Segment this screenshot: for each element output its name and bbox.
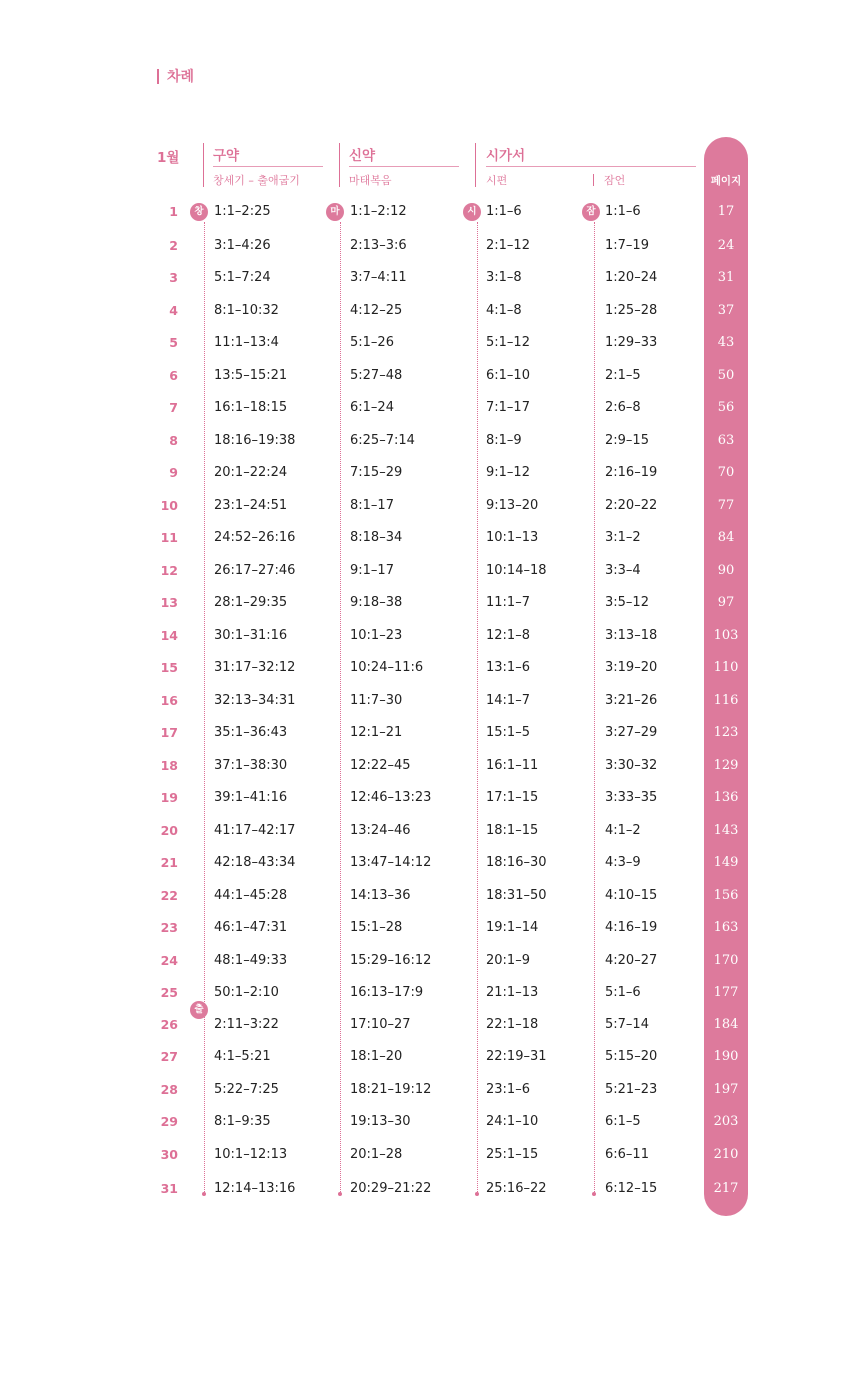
old-testament-reading: 5:1–7:24 — [214, 270, 271, 285]
proverbs-badge: 잠 — [582, 203, 600, 221]
table-row — [0, 295, 850, 327]
psalms-reading: 18:16–30 — [486, 855, 547, 870]
new-testament-reading: 15:1–28 — [350, 920, 403, 935]
proverbs-reading: 2:20–22 — [605, 498, 658, 513]
page-number: 37 — [717, 303, 735, 318]
page-number: 129 — [713, 758, 739, 773]
old-testament-reading: 10:1–12:13 — [214, 1147, 288, 1162]
day-number: 15 — [160, 660, 178, 675]
psalms-reading: 13:1–6 — [486, 660, 530, 675]
old-testament-reading: 32:13–34:31 — [214, 693, 296, 708]
wisdom-header-divider — [475, 143, 476, 187]
old-testament-reading: 24:52–26:16 — [214, 530, 296, 545]
old-testament-reading: 8:1–9:35 — [214, 1114, 271, 1129]
month-label: 1월 — [157, 150, 180, 166]
new-testament-reading: 19:13–30 — [350, 1114, 411, 1129]
old-testament-reading: 13:5–15:21 — [214, 368, 288, 383]
new-testament-reading: 5:1–26 — [350, 335, 394, 350]
page-number: 103 — [713, 628, 739, 643]
new-testament-reading: 6:25–7:14 — [350, 433, 415, 448]
new-testament-reading: 10:24–11:6 — [350, 660, 424, 675]
day-number: 29 — [160, 1114, 178, 1129]
day-number: 27 — [160, 1049, 178, 1064]
table-row — [0, 912, 850, 944]
table-row — [0, 1139, 850, 1171]
proverbs-reading: 5:15–20 — [605, 1049, 658, 1064]
wisdom-header-label: 시가서 — [486, 148, 526, 164]
proverbs-reading: 4:10–15 — [605, 888, 658, 903]
page-heading — [157, 66, 194, 86]
wisdom-header-underline — [486, 166, 696, 167]
proverbs-reading: 3:21–26 — [605, 693, 658, 708]
old-testament-reading: 8:1–10:32 — [214, 303, 279, 318]
day-number: 21 — [160, 855, 178, 870]
table-row — [0, 1074, 850, 1106]
old-testament-reading: 42:18–43:34 — [214, 855, 296, 870]
day-number: 4 — [169, 303, 178, 318]
psalms-reading: 22:19–31 — [486, 1049, 547, 1064]
psalms-reading: 7:1–17 — [486, 400, 530, 415]
psalms-reading: 14:1–7 — [486, 693, 530, 708]
proverbs-reading: 4:16–19 — [605, 920, 658, 935]
page-title: 차례 — [167, 69, 195, 85]
table-row — [0, 327, 850, 359]
proverbs-reading: 1:25–28 — [605, 303, 658, 318]
table-row — [0, 717, 850, 749]
proverbs-reading: 5:7–14 — [605, 1017, 649, 1032]
matthew-badge: 마 — [326, 203, 344, 221]
day-number: 8 — [169, 433, 178, 448]
psalms-reading: 11:1–7 — [486, 595, 530, 610]
old-testament-reading: 37:1–38:30 — [214, 758, 288, 773]
old-testament-reading: 39:1–41:16 — [214, 790, 288, 805]
old-testament-reading: 4:1–5:21 — [214, 1049, 271, 1064]
new-testament-reading: 18:21–19:12 — [350, 1082, 432, 1097]
psalms-reading: 10:14–18 — [486, 563, 547, 578]
table-row — [0, 1173, 850, 1205]
table-row — [0, 392, 850, 424]
table-row — [0, 1106, 850, 1138]
page-number: 184 — [713, 1017, 739, 1032]
proverbs-reading: 3:33–35 — [605, 790, 658, 805]
ot-header-label: 구약 — [213, 148, 240, 164]
old-testament-reading: 26:17–27:46 — [214, 563, 296, 578]
page-number: 90 — [717, 563, 735, 578]
day-number: 17 — [160, 725, 178, 740]
new-testament-reading: 11:7–30 — [350, 693, 403, 708]
page-number: 97 — [717, 595, 735, 610]
old-testament-reading: 41:17–42:17 — [214, 823, 296, 838]
title-accent-bar — [157, 69, 159, 84]
page-number: 149 — [713, 855, 739, 870]
psalms-reading: 9:13–20 — [486, 498, 539, 513]
day-number: 1 — [169, 204, 178, 219]
page-number: 156 — [713, 888, 739, 903]
new-testament-reading: 20:1–28 — [350, 1147, 403, 1162]
new-testament-reading: 8:1–17 — [350, 498, 394, 513]
proverbs-header-sub: 잠언 — [604, 174, 626, 187]
psalms-reading: 16:1–11 — [486, 758, 539, 773]
page-number: 50 — [717, 368, 735, 383]
new-testament-reading: 2:13–3:6 — [350, 238, 407, 253]
proverbs-reading: 3:13–18 — [605, 628, 658, 643]
proverbs-reading: 1:7–19 — [605, 238, 649, 253]
page-number: 197 — [713, 1082, 739, 1097]
day-number: 24 — [160, 953, 178, 968]
day-number: 28 — [160, 1082, 178, 1097]
new-testament-reading: 16:13–17:9 — [350, 985, 424, 1000]
proverbs-reading: 1:20–24 — [605, 270, 658, 285]
day-number: 3 — [169, 270, 178, 285]
page-number: 63 — [717, 433, 735, 448]
old-testament-reading: 18:16–19:38 — [214, 433, 296, 448]
day-number: 7 — [169, 400, 178, 415]
old-testament-reading: 12:14–13:16 — [214, 1181, 296, 1196]
day-number: 22 — [160, 888, 178, 903]
table-row — [0, 360, 850, 392]
table-row — [0, 587, 850, 619]
page-number: 17 — [717, 204, 735, 219]
psalms-reading: 25:1–15 — [486, 1147, 539, 1162]
old-testament-reading: 1:1–2:25 — [214, 204, 271, 219]
new-testament-reading: 8:18–34 — [350, 530, 403, 545]
table-row — [0, 652, 850, 684]
day-number: 16 — [160, 693, 178, 708]
day-number: 13 — [160, 595, 178, 610]
psalms-reading: 8:1–9 — [486, 433, 522, 448]
old-testament-reading: 31:17–32:12 — [214, 660, 296, 675]
nt-header-underline — [349, 166, 459, 167]
psalms-reading: 17:1–15 — [486, 790, 539, 805]
old-testament-reading: 50:1–2:10 — [214, 985, 279, 1000]
psalms-reading: 12:1–8 — [486, 628, 530, 643]
page-number: 143 — [713, 823, 739, 838]
new-testament-reading: 13:24–46 — [350, 823, 411, 838]
day-number: 23 — [160, 920, 178, 935]
psalms-reading: 5:1–12 — [486, 335, 530, 350]
day-number: 20 — [160, 823, 178, 838]
table-row — [0, 555, 850, 587]
proverbs-header-divider — [593, 174, 594, 186]
table-row — [0, 1009, 850, 1041]
day-number: 10 — [160, 498, 178, 513]
psalms-reading: 19:1–14 — [486, 920, 539, 935]
proverbs-reading: 2:6–8 — [605, 400, 641, 415]
new-testament-reading: 14:13–36 — [350, 888, 411, 903]
psalms-reading: 4:1–8 — [486, 303, 522, 318]
page-number: 123 — [713, 725, 739, 740]
day-number: 18 — [160, 758, 178, 773]
psalms-reading: 21:1–13 — [486, 985, 539, 1000]
proverbs-reading: 3:3–4 — [605, 563, 641, 578]
proverbs-reading: 1:29–33 — [605, 335, 658, 350]
psalms-reading: 10:1–13 — [486, 530, 539, 545]
new-testament-reading: 9:18–38 — [350, 595, 403, 610]
table-row — [0, 945, 850, 977]
table-row — [0, 425, 850, 457]
old-testament-reading: 46:1–47:31 — [214, 920, 288, 935]
old-testament-reading: 2:11–3:22 — [214, 1017, 279, 1032]
page-number: 24 — [717, 238, 735, 253]
page-number: 136 — [713, 790, 739, 805]
proverbs-reading: 3:1–2 — [605, 530, 641, 545]
page-number: 203 — [713, 1114, 739, 1129]
table-row — [0, 490, 850, 522]
old-testament-reading: 28:1–29:35 — [214, 595, 288, 610]
table-row — [0, 880, 850, 912]
new-testament-reading: 20:29–21:22 — [350, 1181, 432, 1196]
genesis-badge: 창 — [190, 203, 208, 221]
page-number: 210 — [713, 1147, 739, 1162]
psalms-reading: 22:1–18 — [486, 1017, 539, 1032]
nt-header-divider — [339, 143, 340, 187]
page-number: 43 — [717, 335, 735, 350]
psalms-reading: 3:1–8 — [486, 270, 522, 285]
psalms-reading: 20:1–9 — [486, 953, 530, 968]
psalms-reading: 2:1–12 — [486, 238, 530, 253]
page-number: 170 — [713, 953, 739, 968]
proverbs-reading: 4:20–27 — [605, 953, 658, 968]
page-number: 77 — [717, 498, 735, 513]
old-testament-reading: 20:1–22:24 — [214, 465, 288, 480]
psalms-reading: 18:31–50 — [486, 888, 547, 903]
table-row — [0, 196, 850, 228]
page-number: 177 — [713, 985, 739, 1000]
ot-header-divider — [203, 143, 204, 187]
day-number: 31 — [160, 1181, 178, 1196]
table-row — [0, 457, 850, 489]
page-number: 56 — [717, 400, 735, 415]
proverbs-reading: 5:21–23 — [605, 1082, 658, 1097]
proverbs-reading: 2:9–15 — [605, 433, 649, 448]
page-number: 84 — [717, 530, 735, 545]
new-testament-reading: 18:1–20 — [350, 1049, 403, 1064]
day-number: 19 — [160, 790, 178, 805]
old-testament-reading: 44:1–45:28 — [214, 888, 288, 903]
proverbs-reading: 4:3–9 — [605, 855, 641, 870]
old-testament-reading: 48:1–49:33 — [214, 953, 288, 968]
psalms-header-sub: 시편 — [486, 174, 508, 187]
day-number: 11 — [160, 530, 178, 545]
day-number: 14 — [160, 628, 178, 643]
psalms-reading: 25:16–22 — [486, 1181, 547, 1196]
psalms-reading: 24:1–10 — [486, 1114, 539, 1129]
new-testament-reading: 7:15–29 — [350, 465, 403, 480]
proverbs-reading: 3:19–20 — [605, 660, 658, 675]
page-number: 116 — [713, 693, 739, 708]
new-testament-reading: 12:1–21 — [350, 725, 403, 740]
new-testament-reading: 4:12–25 — [350, 303, 403, 318]
proverbs-reading: 3:5–12 — [605, 595, 649, 610]
nt-header-label: 신약 — [349, 148, 376, 164]
table-row — [0, 620, 850, 652]
table-row — [0, 815, 850, 847]
psalms-reading: 15:1–5 — [486, 725, 530, 740]
table-row — [0, 782, 850, 814]
table-row — [0, 1041, 850, 1073]
table-row — [0, 685, 850, 717]
day-number: 5 — [169, 335, 178, 350]
exodus-badge: 출 — [190, 1001, 208, 1019]
old-testament-reading: 3:1–4:26 — [214, 238, 271, 253]
ot-header-sub: 창세기 – 출애굽기 — [213, 174, 300, 187]
old-testament-reading: 30:1–31:16 — [214, 628, 288, 643]
proverbs-reading: 4:1–2 — [605, 823, 641, 838]
table-row — [0, 977, 850, 1009]
day-number: 30 — [160, 1147, 178, 1162]
table-row — [0, 750, 850, 782]
nt-header-sub: 마태복음 — [349, 174, 392, 187]
proverbs-reading: 3:30–32 — [605, 758, 658, 773]
proverbs-reading: 6:1–5 — [605, 1114, 641, 1129]
ot-header-underline — [213, 166, 323, 167]
psalms-badge: 시 — [463, 203, 481, 221]
proverbs-reading: 6:12–15 — [605, 1181, 658, 1196]
day-number: 9 — [169, 465, 178, 480]
psalms-reading: 1:1–6 — [486, 204, 522, 219]
new-testament-reading: 3:7–4:11 — [350, 270, 407, 285]
proverbs-reading: 3:27–29 — [605, 725, 658, 740]
old-testament-reading: 16:1–18:15 — [214, 400, 288, 415]
proverbs-reading: 2:16–19 — [605, 465, 658, 480]
new-testament-reading: 9:1–17 — [350, 563, 394, 578]
day-number: 6 — [169, 368, 178, 383]
new-testament-reading: 12:22–45 — [350, 758, 411, 773]
day-number: 26 — [160, 1017, 178, 1032]
old-testament-reading: 23:1–24:51 — [214, 498, 288, 513]
psalms-reading: 23:1–6 — [486, 1082, 530, 1097]
table-row — [0, 262, 850, 294]
page-number: 190 — [713, 1049, 739, 1064]
old-testament-reading: 35:1–36:43 — [214, 725, 288, 740]
page-number: 70 — [717, 465, 735, 480]
page-number: 110 — [713, 660, 739, 675]
psalms-reading: 6:1–10 — [486, 368, 530, 383]
table-row — [0, 847, 850, 879]
proverbs-reading: 5:1–6 — [605, 985, 641, 1000]
proverbs-reading: 6:6–11 — [605, 1147, 649, 1162]
day-number: 12 — [160, 563, 178, 578]
page-number: 163 — [713, 920, 739, 935]
new-testament-reading: 10:1–23 — [350, 628, 403, 643]
new-testament-reading: 13:47–14:12 — [350, 855, 432, 870]
new-testament-reading: 5:27–48 — [350, 368, 403, 383]
new-testament-reading: 6:1–24 — [350, 400, 394, 415]
old-testament-reading: 5:22–7:25 — [214, 1082, 279, 1097]
day-number: 2 — [169, 238, 178, 253]
new-testament-reading: 1:1–2:12 — [350, 204, 407, 219]
table-row — [0, 230, 850, 262]
new-testament-reading: 17:10–27 — [350, 1017, 411, 1032]
old-testament-reading: 11:1–13:4 — [214, 335, 279, 350]
day-number: 25 — [160, 985, 178, 1000]
psalms-reading: 9:1–12 — [486, 465, 530, 480]
new-testament-reading: 15:29–16:12 — [350, 953, 432, 968]
page-number: 31 — [717, 270, 735, 285]
page-number: 217 — [713, 1181, 739, 1196]
proverbs-reading: 2:1–5 — [605, 368, 641, 383]
new-testament-reading: 12:46–13:23 — [350, 790, 432, 805]
proverbs-reading: 1:1–6 — [605, 204, 641, 219]
page-column-label: 페이지 — [710, 175, 742, 187]
table-row — [0, 522, 850, 554]
psalms-reading: 18:1–15 — [486, 823, 539, 838]
